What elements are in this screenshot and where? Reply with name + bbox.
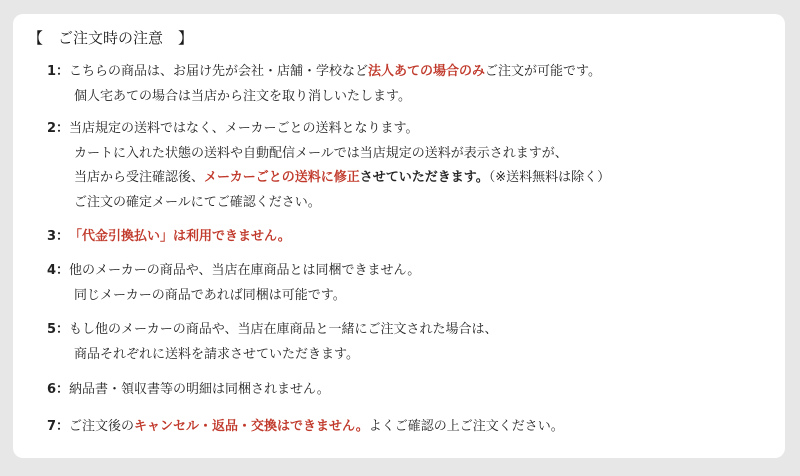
item-text: ご注文の確定メールにてご確認ください。: [74, 194, 321, 210]
notice-item-5: [47, 318, 497, 367]
item-text: 個人宅あての場合は当店から注文を取り消しいたします。: [74, 88, 411, 104]
item-text: カートに入れた状態の送料や自動配信メールでは当店規定の送料が表示されますが、: [74, 145, 568, 161]
notice-item-6: [47, 378, 330, 403]
notice-item-1: [47, 60, 601, 109]
item-text: 他のメーカーの商品や、当店在庫商品とは同梱できません。: [69, 263, 421, 278]
item-number: 4：: [47, 263, 70, 278]
notice-item-2: [47, 117, 610, 215]
item-highlight: 法人あての場合のみ: [368, 64, 486, 79]
item-highlight: メーカーごとの送料に修正: [204, 170, 360, 185]
item-text: ご注文後の: [69, 419, 135, 434]
item-text: 同じメーカーの商品であれば同梱は可能です。: [74, 287, 346, 303]
item-emphasis: させていただきます。: [359, 170, 489, 185]
item-text: 当店規定の送料ではなく、メーカーごとの送料となります。: [69, 121, 419, 136]
item-number: 3：: [47, 229, 70, 244]
notice-item-4: [47, 259, 420, 308]
notice-item-3: [47, 225, 291, 250]
item-text: 商品それぞれに送料を請求させていただきます。: [74, 346, 359, 362]
item-number: 6：: [47, 382, 70, 397]
item-number: 2：: [47, 121, 70, 136]
item-text: 納品書・領収書等の明細は同梱されません。: [69, 382, 330, 397]
item-text: よくご確認の上ご注文ください。: [368, 419, 564, 434]
item-number: 7：: [47, 419, 70, 434]
item-text: もし他のメーカーの商品や、当店在庫商品と一緒にご注文された場合は、: [69, 322, 498, 337]
item-number: 5：: [47, 322, 70, 337]
item-number: 1：: [47, 64, 70, 79]
item-text: 当店から受注確認後、: [74, 170, 205, 185]
item-text: （※送料無料は除く）: [488, 170, 611, 185]
notice-item-7: [47, 415, 564, 440]
item-text: こちらの商品は、お届け先が会社・店舗・学校など: [69, 64, 369, 79]
item-highlight: キャンセル・返品・交換はできません。: [134, 419, 369, 434]
item-text: ご注文が可能です。: [485, 64, 601, 79]
notice-heading: 【 ご注文時の注意 】: [28, 29, 194, 47]
item-highlight: 「代金引換払い」は利用できません。: [69, 229, 291, 244]
